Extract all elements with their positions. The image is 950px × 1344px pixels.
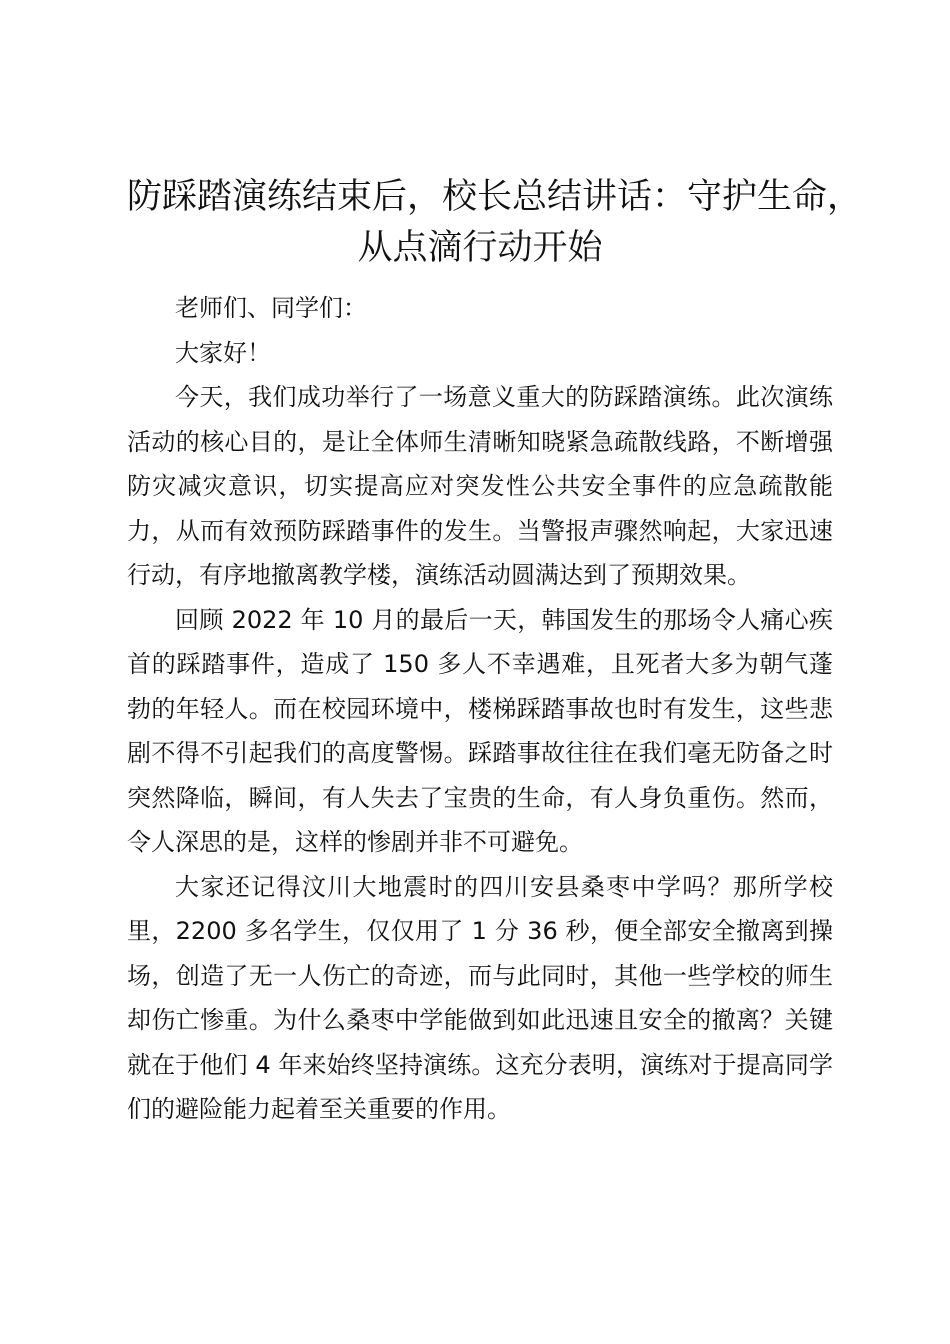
paragraph-korea-incident: 回顾 2022 年 10 月的最后一天，韩国发生的那场令人痛心疾首的踩踏事件，造成了 150 多人不幸遇难，且死者大多为朝气蓬勃的年轻人。而在校园环境中，楼梯踩踏事故也时有发生，这些悲剧不得不引起我们的高度警惕。踩踏事故往往在我们毫无防备之时突然降临，瞬间，有人失去了宝贵的生命，有人身负重伤。然而，令人深思的是，这样的惨剧并非不可避免。 <box>127 605 833 856</box>
salutation: 老师们、同学们： <box>175 294 367 322</box>
title-line-1: 防踩踏演练结束后，校长总结讲话：守护生命， <box>127 177 863 217</box>
document-body <box>127 286 833 1132</box>
document-page <box>127 172 863 1132</box>
title-line-2: 从点滴行动开始 <box>357 228 603 268</box>
paragraph-sangzao-school: 大家还记得汶川大地震时的四川安县桑枣中学吗？那所学校里，2200 多名学生，仅仅用了 1 分 36 秒，便全部安全撤离到操场，创造了无一人伤亡的奇迹，而与此同时，其他一些学校的师生却伤亡惨重。为什么桑枣中学能做到如此迅速且安全的撤离？关键就在于他们 4 年来始终坚持演练。这充分表明，演练对于提高同学们的避险能力起着至关重要的作用。 <box>127 872 833 1123</box>
document-title <box>127 172 863 274</box>
paragraph-drill-summary: 今天，我们成功举行了一场意义重大的防踩踏演练。此次演练活动的核心目的，是让全体师生清晰知晓紧急疏散线路，不断增强防灾减灾意识，切实提高应对突发性公共安全事件的应急疏散能力，从而有效预防踩踏事件的发生。当警报声骤然响起，大家迅速行动，有序地撤离教学楼，演练活动圆满达到了预期效果。 <box>127 383 833 589</box>
greeting: 大家好！ <box>175 338 271 367</box>
